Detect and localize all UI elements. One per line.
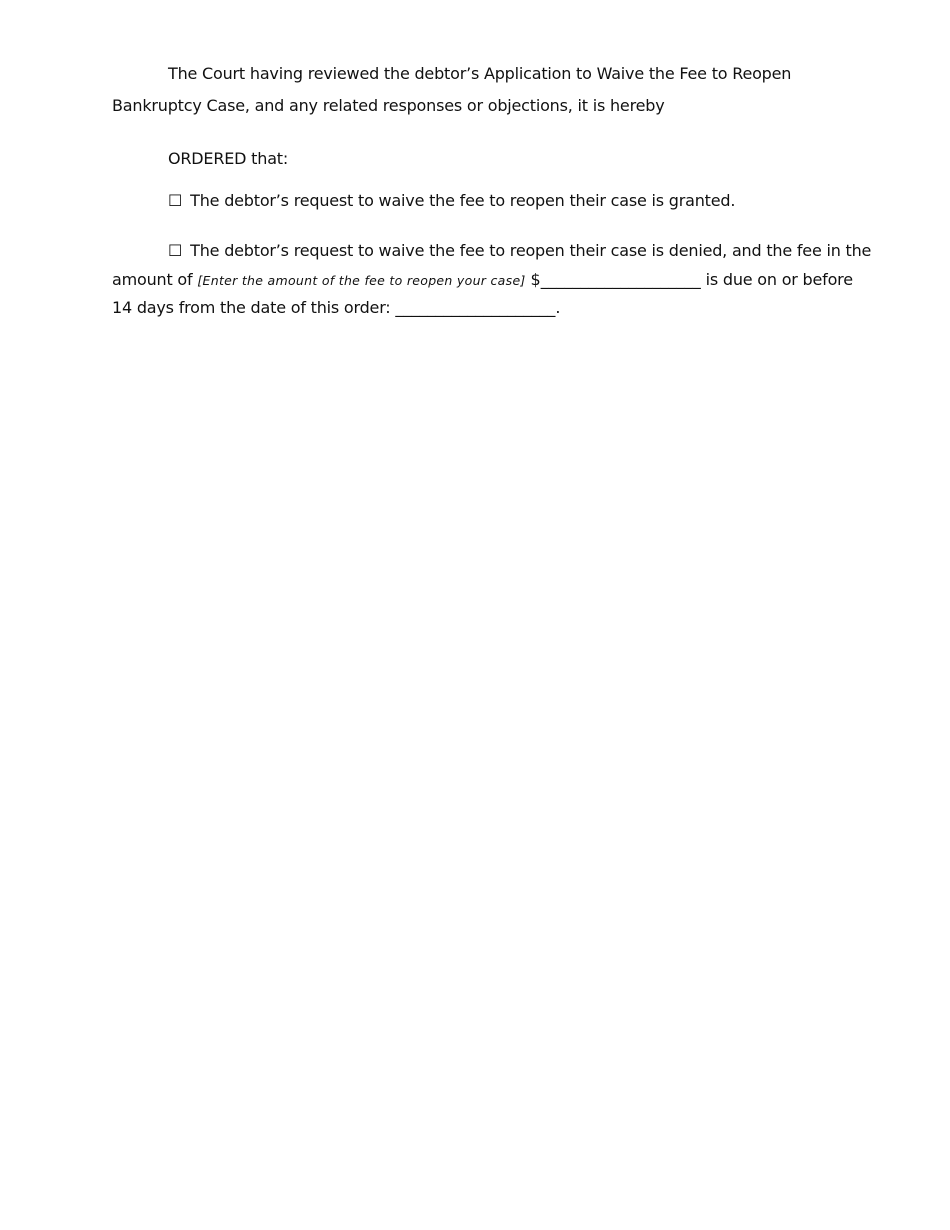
fee-amount-hint: [Enter the amount of the fee to reopen your case] [197,273,526,288]
denied-line-2: amount of [Enter the amount of the fee to reopen your case] $____________________ is due on or before [112,270,853,289]
denied-line-3: 14 days from the date of this order: ____________________. [112,298,561,317]
denied-line-1: ☐ The debtor’s request to waive the fee to reopen their case is denied, and the fee in the [112,236,842,266]
ordered-label: ORDERED that: [168,149,289,168]
intro-paragraph [112,58,842,122]
due-date-field[interactable]: ____________________ [395,298,556,317]
intro-line-2: Bankruptcy Case, and any related responses or objections, it is hereby [112,96,665,115]
fee-amount-field[interactable]: $____________________ [530,270,701,289]
granted-checkbox[interactable]: ☐ [168,191,183,210]
option-granted [168,185,735,217]
granted-text: The debtor’s request to waive the fee to reopen their case is granted. [190,191,736,210]
intro-line-1: The Court having reviewed the debtor’s Application to Waive the Fee to Reopen [168,64,792,83]
option-denied [112,236,872,322]
denied-checkbox[interactable]: ☐ [168,241,183,260]
